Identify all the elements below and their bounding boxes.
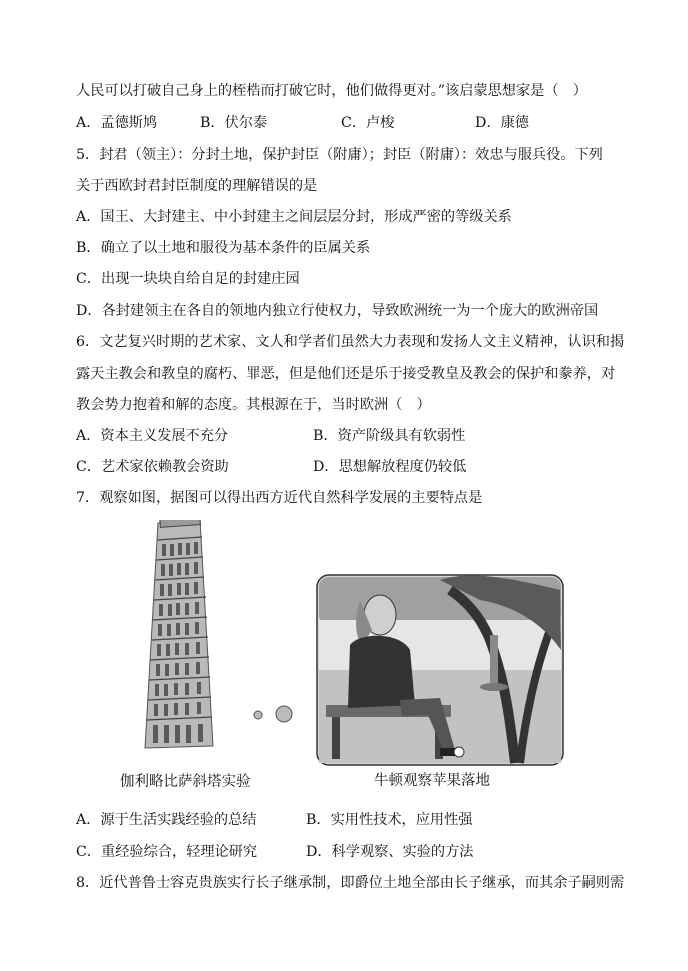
q7-option-a: A．源于生活实践经验的总结 [76,812,257,828]
q4-option-a: A．孟德斯鸠 [76,115,158,131]
q5-stem-1: 5．封君（领主）：分封土地，保护封臣（附庸）；封臣（附庸）：效忠与服兵役。下列 [76,147,603,163]
q6-option-a: A．资本主义发展不充分 [76,428,229,444]
newton-scene-illustration [317,575,563,765]
q5-option-d: D．各封建领主在各自的领地内独立行使权力，导致欧洲统一为一个庞大的欧洲帝国 [76,303,599,319]
figure-illustration [110,520,580,800]
q5-option-c: C．出现一块块自给自足的封建庄园 [76,271,300,287]
q7-option-c: C．重经验综合，轻理论研究 [76,844,258,860]
q6-option-d: D．思想解放程度仍较低 [313,459,467,475]
q7-stem: 7．观察如图，据图可以得出西方近代自然科学发展的主要特点是 [76,490,483,506]
q7-option-d: D．科学观察、实验的方法 [306,844,474,860]
q6-option-c: C．艺术家依赖教会资助 [76,459,229,475]
q6-stem-1: 6．文艺复兴时期的艺术家、文人和学者们虽然大力表现和发扬人文主义精神，认识和揭 [76,334,625,350]
q6-stem-2: 露天主教会和教皇的腐朽、罪恶，但是他们还是乐于接受教皇及教会的保护和豢养，对 [76,366,616,382]
large-ball [276,706,292,722]
newton-caption: 牛顿观察苹果落地 [374,773,490,789]
q6-option-b: B．资产阶级具有软弱性 [313,428,466,444]
q4-option-b: B．伏尔泰 [200,115,268,131]
q8-stem-1: 8．近代普鲁士容克贵族实行长子继承制，即爵位土地全部由长子继承，而其余子嗣则需 [76,875,625,891]
q7-figure [110,520,580,800]
q4-option-d: D．康德 [475,115,529,131]
apple-icon [454,747,464,757]
q5-stem-2: 关于西欧封君封臣制度的理解错误的是 [76,178,318,194]
q5-option-b: B．确立了以土地和服役为基本条件的臣属关系 [76,240,371,256]
q4-option-c: C．卢梭 [341,115,395,131]
galileo-caption: 伽利略比萨斜塔实验 [120,774,251,790]
leaning-tower-illustration [145,520,213,748]
q6-stem-3: 教会势力抱着和解的态度。其根源在于，当时欧洲（ ） [76,397,431,413]
question-text-line: 人民可以打破自己身上的桎梏而打破它时，他们做得更对。”该启蒙思想家是（ ） [76,83,587,99]
q5-option-a: A．国王、大封建主、中小封建主之间层层分封，形成严密的等级关系 [76,209,512,225]
q7-option-b: B．实用性技术，应用性强 [306,812,473,828]
small-ball [254,711,262,719]
